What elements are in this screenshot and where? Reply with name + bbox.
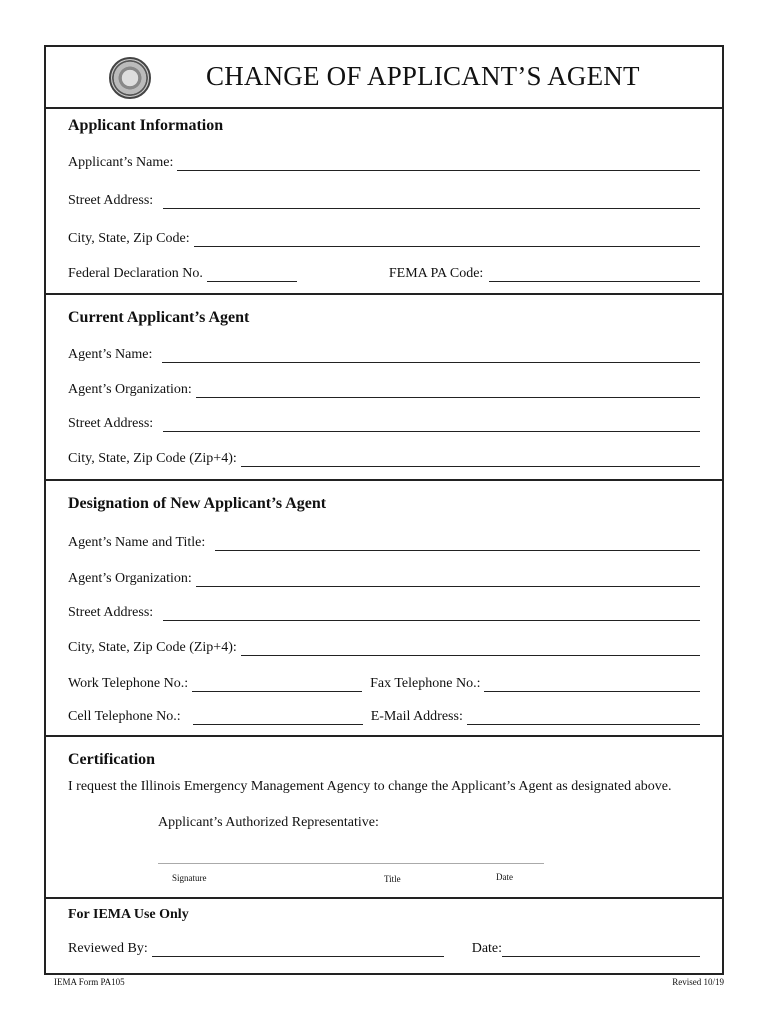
reviewed-by-field[interactable] (152, 940, 444, 957)
email-address-field[interactable] (467, 708, 700, 725)
applicant-name-label: Applicant’s Name: (68, 155, 174, 170)
section-title: Applicant Information (68, 117, 224, 134)
cell-telephone-field[interactable] (193, 708, 363, 725)
fax-telephone-field[interactable] (484, 675, 700, 692)
street-address-field[interactable] (163, 604, 700, 621)
work-telephone-label: Work Telephone No.: (68, 676, 189, 691)
iema-use-only-section (46, 899, 722, 975)
fax-telephone-label: Fax Telephone No.: (370, 676, 481, 691)
work-telephone-field[interactable] (192, 675, 362, 692)
fema-pa-code-field[interactable] (489, 265, 700, 282)
city-state-zip-field[interactable] (241, 639, 700, 656)
revision-date: Revised 10/19 (672, 977, 724, 987)
current-agent-section (46, 295, 722, 481)
applicant-name-field[interactable] (177, 154, 700, 171)
form-id: IEMA Form PA105 (54, 977, 125, 987)
agent-name-field[interactable] (162, 346, 700, 363)
agent-organization-field[interactable] (196, 381, 700, 398)
street-address-field[interactable] (163, 415, 700, 432)
iema-date-label: Date: (471, 941, 503, 956)
section-title: For IEMA Use Only (68, 907, 189, 922)
certification-text: I request the Illinois Emergency Management Agency to change the Applicant’s Agent as designated above. (68, 779, 672, 794)
state-seal-icon (109, 57, 151, 99)
street-address-label: Street Address: (68, 605, 154, 620)
applicant-information-section (46, 109, 722, 295)
section-title: Designation of New Applicant’s Agent (68, 495, 327, 512)
fema-pa-code-label: FEMA PA Code: (388, 266, 484, 281)
agent-organization-label: Agent’s Organization: (68, 571, 192, 586)
form-title: CHANGE OF APPLICANT’S AGENT (206, 61, 640, 91)
city-state-zip-label: City, State, Zip Code: (68, 231, 190, 246)
street-address-label: Street Address: (68, 193, 154, 208)
agent-name-title-label: Agent’s Name and Title: (68, 535, 206, 550)
agent-name-label: Agent’s Name: (68, 347, 153, 362)
city-state-zip-label: City, State, Zip Code (Zip+4): (68, 451, 237, 466)
new-agent-section (46, 481, 722, 737)
street-address-label: Street Address: (68, 416, 154, 431)
section-title: Certification (68, 751, 156, 768)
city-state-zip-field[interactable] (194, 230, 700, 247)
title-caption: Title (384, 874, 401, 884)
form-header (46, 47, 722, 109)
signature-line[interactable] (158, 863, 544, 864)
city-state-zip-label: City, State, Zip Code (Zip+4): (68, 640, 237, 655)
section-title: Current Applicant’s Agent (68, 309, 250, 326)
signature-caption: Signature (172, 873, 207, 883)
federal-declaration-label: Federal Declaration No. (68, 266, 203, 281)
city-state-zip-field[interactable] (241, 450, 700, 467)
reviewed-by-label: Reviewed By: (68, 941, 148, 956)
agent-name-title-field[interactable] (215, 534, 700, 551)
cell-telephone-label: Cell Telephone No.: (68, 709, 181, 724)
federal-declaration-field[interactable] (207, 265, 297, 282)
date-caption: Date (496, 872, 513, 882)
authorized-representative-label: Applicant’s Authorized Representative: (158, 815, 379, 830)
iema-date-field[interactable] (502, 940, 700, 957)
change-of-agent-form (44, 45, 724, 975)
agent-organization-label: Agent’s Organization: (68, 382, 192, 397)
email-address-label: E-Mail Address: (370, 709, 463, 724)
certification-section (46, 737, 722, 899)
agent-organization-field[interactable] (196, 570, 700, 587)
street-address-field[interactable] (163, 192, 700, 209)
